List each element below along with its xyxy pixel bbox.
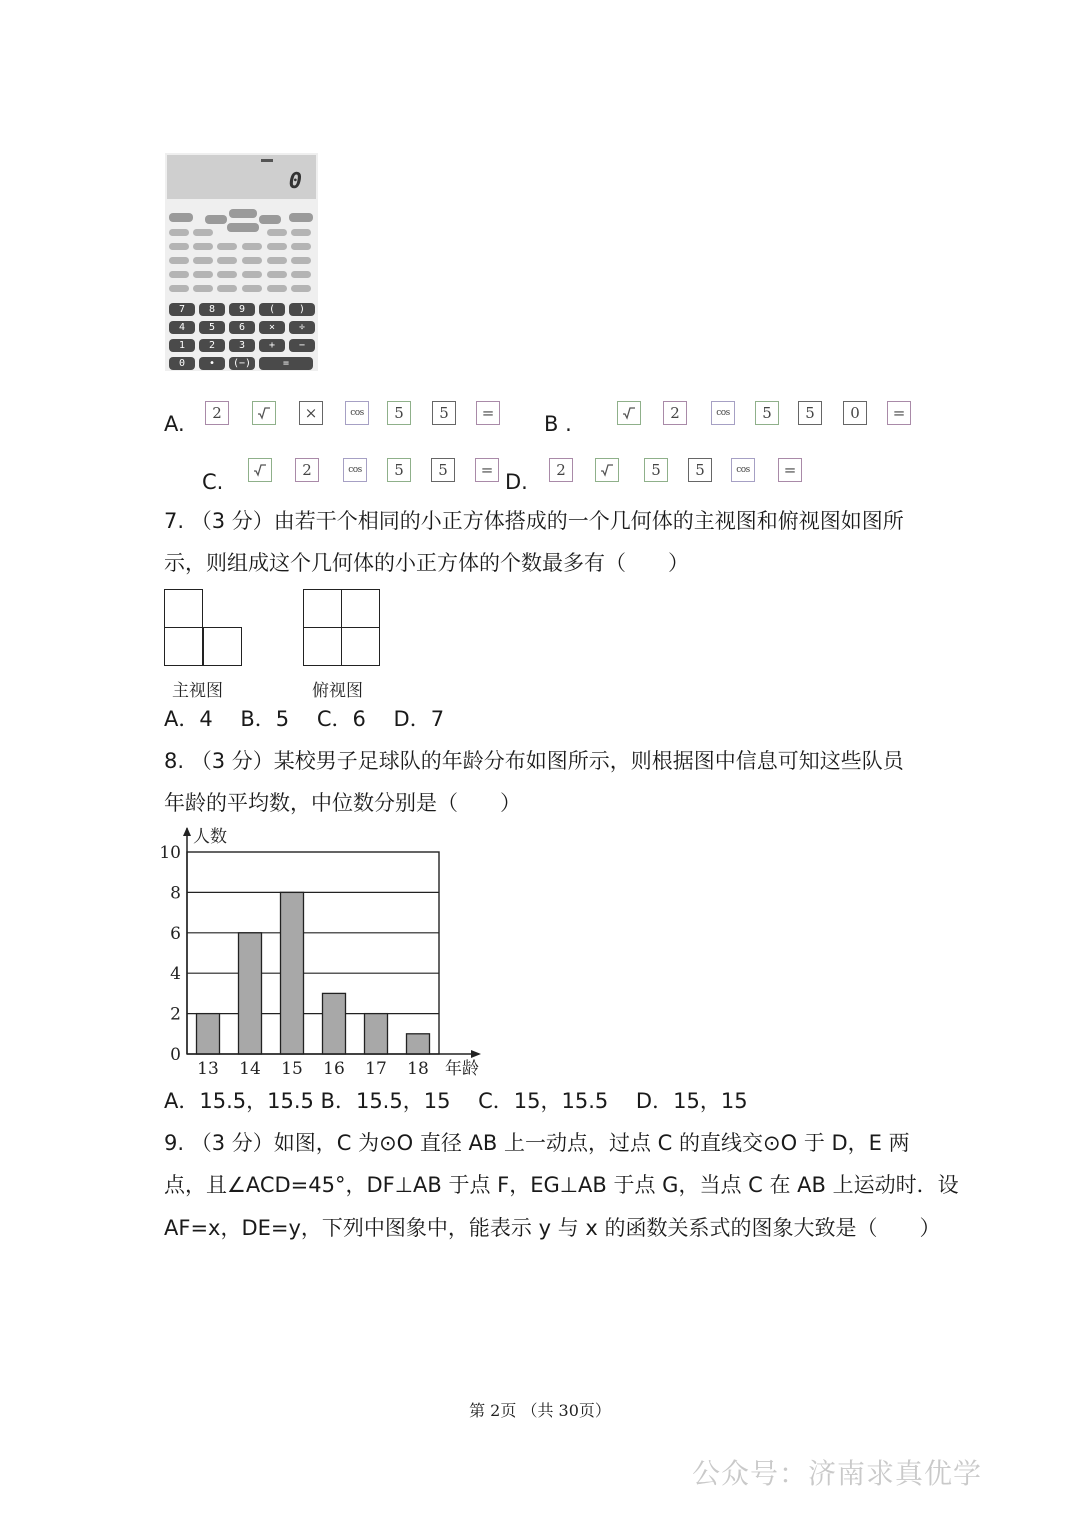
- chart-y-tick-label: 2: [170, 1004, 181, 1025]
- key-seq-c: 5: [431, 458, 455, 482]
- chart-bar: [239, 933, 262, 1054]
- q7-text-line1: 7. （3 分）由若干个相同的小正方体搭成的一个几何体的主视图和俯视图如图所: [164, 509, 904, 533]
- chart-y-tick-label: 6: [170, 923, 181, 944]
- chart-y-tick-label: 0: [170, 1045, 181, 1065]
- key-seq-a: ×: [299, 401, 323, 425]
- cos-key: cos: [343, 458, 367, 482]
- key-seq-a: 5: [432, 401, 456, 425]
- calc-key: 4: [169, 321, 195, 334]
- calc-key: 2: [199, 339, 225, 352]
- q7-options: A．4 B．5 C．6 D．7: [164, 707, 445, 731]
- front-view-caption: 主视图: [172, 681, 223, 701]
- chart-x-tick-label: 13: [197, 1059, 219, 1079]
- key-seq-c: 5: [387, 458, 411, 482]
- chart-y-tick-label: 10: [159, 843, 181, 863]
- calc-key: +: [259, 339, 285, 352]
- calc-key: 9: [229, 303, 255, 316]
- top-view-caption: 俯视图: [312, 681, 363, 701]
- key-seq-c: 2: [295, 458, 319, 482]
- key-seq-a: =: [476, 401, 500, 425]
- chart-bar: [281, 892, 304, 1054]
- calc-key: 8: [199, 303, 225, 316]
- option-b-label: B .: [544, 412, 572, 436]
- key-seq-b: 5: [755, 401, 779, 425]
- key-seq-b: 2: [663, 401, 687, 425]
- q7-text-line2: 示，则组成这个几何体的小正方体的个数最多有（ ）: [164, 551, 689, 575]
- chart-x-tick-label: 14: [239, 1059, 261, 1079]
- key-seq-d: 2: [549, 458, 573, 482]
- q8-text-line1: 8. （3 分）某校男子足球队的年龄分布如图所示，则根据图中信息可知这些队员: [164, 749, 904, 773]
- chart-y-tick-labels: [159, 843, 181, 1065]
- calc-key: (−): [229, 357, 255, 370]
- calc-key: (: [259, 303, 285, 316]
- cos-key: cos: [345, 401, 369, 425]
- key-seq-a: 5: [387, 401, 411, 425]
- chart-x-axis-arrow: [471, 1050, 481, 1058]
- q9-text-line1: 9. （3 分）如图，C 为⊙O 直径 AB 上一动点，过点 C 的直线交⊙O 于 D，E 两: [164, 1131, 910, 1155]
- chart-frame: [187, 852, 439, 1054]
- calc-key: ): [289, 303, 315, 316]
- q8-options: A．15.5，15.5 B．15.5，15 C．15，15.5 D．15，15: [164, 1089, 748, 1113]
- key-seq-d: =: [778, 458, 802, 482]
- chart-bar: [323, 993, 346, 1054]
- key-seq-b: =: [887, 401, 911, 425]
- option-a-label: A.: [164, 412, 185, 436]
- chart-bar: [365, 1014, 388, 1054]
- calc-key: 7: [169, 303, 195, 316]
- calc-key: 6: [229, 321, 255, 334]
- calculator-image: [165, 153, 318, 371]
- calc-key: 1: [169, 339, 195, 352]
- key-seq-a: 2: [205, 401, 229, 425]
- chart-y-tick-label: 8: [170, 883, 181, 904]
- option-c-label: C.: [202, 470, 224, 494]
- calculator-display: 0: [288, 169, 302, 194]
- cos-key: cos: [731, 458, 755, 482]
- calc-key: −: [289, 339, 315, 352]
- chart-x-tick-labels: [197, 1059, 429, 1079]
- chart-gridlines: [187, 852, 439, 1054]
- age-distribution-chart: [150, 822, 500, 1084]
- q9-text-line2: 点，且∠ACD=45°，DF⊥AB 于点 F，EG⊥AB 于点 G，当点 C 在 AB 上运动时．设: [164, 1173, 959, 1197]
- chart-y-axis-arrow: [183, 827, 191, 836]
- sqrt-key: [248, 458, 272, 482]
- sqrt-key: [595, 458, 619, 482]
- sqrt-key: [617, 401, 641, 425]
- chart-y-axis-label: 人数: [193, 827, 227, 847]
- key-seq-c: =: [475, 458, 499, 482]
- calc-key: ÷: [289, 321, 315, 334]
- chart-bar: [407, 1034, 430, 1054]
- sqrt-key: [252, 401, 276, 425]
- calc-key: •: [199, 357, 225, 370]
- chart-bar: [197, 1014, 220, 1054]
- option-d-label: D.: [505, 470, 528, 494]
- page-footer: 第 2页 （共 30页）: [469, 1401, 611, 1420]
- calculator-screen: [167, 155, 316, 199]
- chart-x-tick-label: 15: [281, 1059, 303, 1079]
- calc-key: 0: [169, 357, 195, 370]
- chart-x-tick-label: 16: [323, 1059, 345, 1079]
- key-seq-b: 0: [843, 401, 867, 425]
- q8-text-line2: 年龄的平均数，中位数分别是（ ）: [164, 791, 521, 815]
- cos-key: cos: [711, 401, 735, 425]
- calc-key: 3: [229, 339, 255, 352]
- chart-x-axis-label: 年龄: [445, 1059, 479, 1079]
- calc-key: =: [259, 357, 313, 370]
- key-seq-b: 5: [798, 401, 822, 425]
- q9-text-line3: AF=x，DE=y，下列中图象中，能表示 y 与 x 的函数关系式的图象大致是（ ）: [164, 1216, 941, 1240]
- chart-x-tick-label: 18: [407, 1059, 429, 1079]
- calc-key: 5: [199, 321, 225, 334]
- key-seq-d: 5: [688, 458, 712, 482]
- calc-key: ×: [259, 321, 285, 334]
- chart-x-tick-label: 17: [365, 1059, 387, 1079]
- watermark: 公众号：济南求真优学: [692, 1457, 983, 1490]
- key-seq-d: 5: [644, 458, 668, 482]
- chart-y-tick-label: 4: [170, 964, 181, 985]
